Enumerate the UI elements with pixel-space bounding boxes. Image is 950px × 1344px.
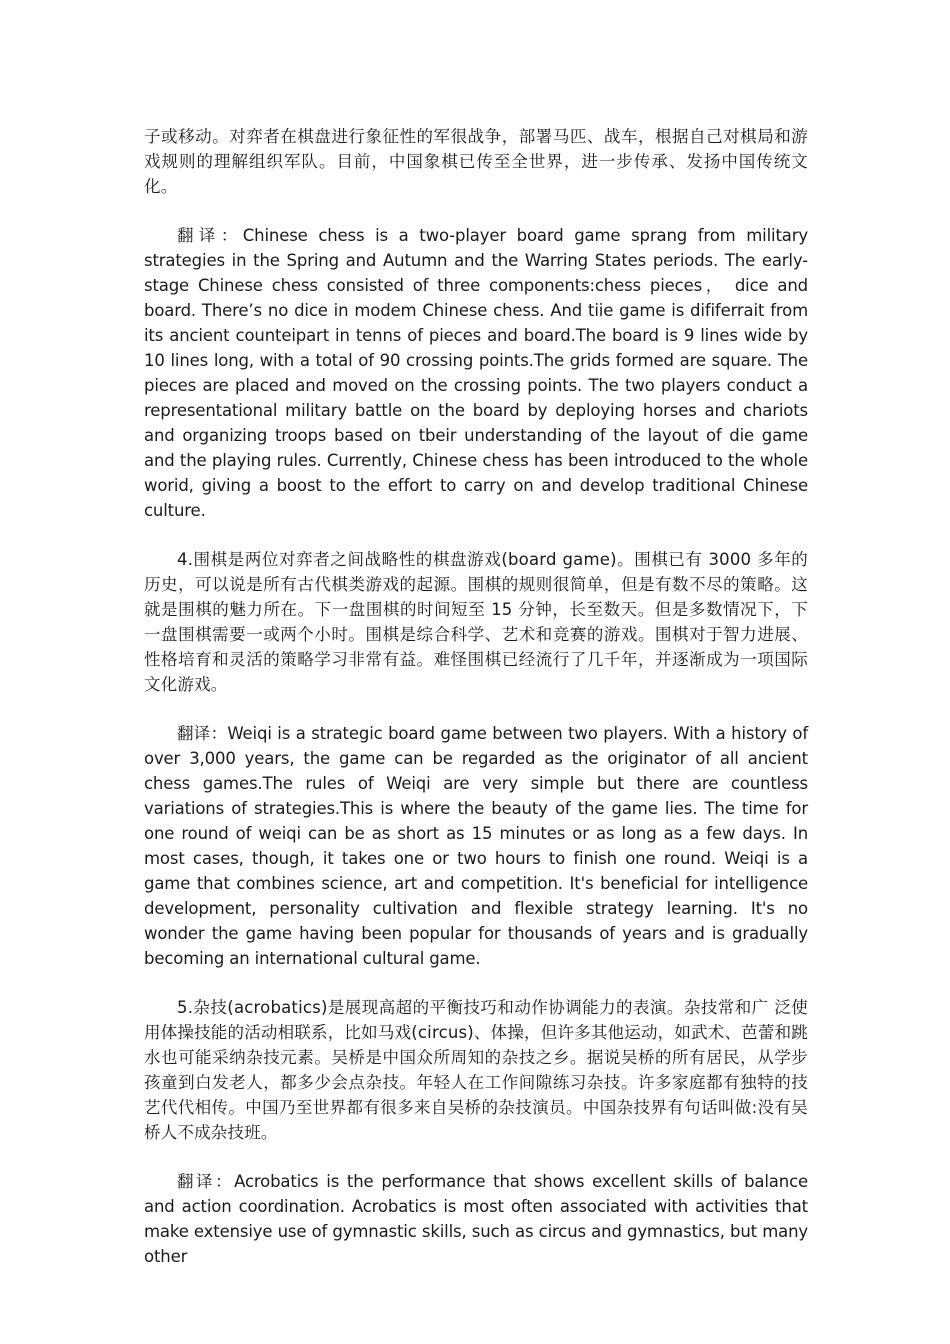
paragraph-chinese-chess-translation: 翻译：Chinese chess is a two-player board game sprang from military strategies in the Spring and Autumn and the Warring States periods. The early-stage Chinese chess consisted of three components:chess pieces， dice and board. There’s no dice in modem Chinese chess. And tiie game is dififerrait from its ancient counteipart in tenns of pieces and board.The board is 9 lines wide by 10 lines long, with a total of 90 crossing points.The grids formed are square. The pieces are placed and moved on the crossing points. The two players conduct a representational military battle on the board by deploying horses and chariots and organizing troops based on tbeir understanding of the layout of die game and the playing rules. Currently, Chinese chess has been introduced to the whole worid, giving a boost to the effort to carry on and develop traditional Chinese culture.	[144, 226, 808, 520]
paragraph-weiqi-translation: 翻译：Weiqi is a strategic board game between two players. With a history of over 3,000 years, the game can be regarded as the originator of all ancient chess games.The rules of Weiqi are very simple but there are countless variations of strategies.This is where the beauty of the game lies. The time for one round of weiqi can be as short as 15 minutes or as long as a few days. In most cases, though, it takes one or two hours to finish one round. Weiqi is a game that combines science, art and competition. It's beneficial for intelligence development, personality cultivation and flexible strategy learning. It's no wonder the game having been popular for thousands of years and is gradually becoming an international cultural game.	[144, 724, 808, 968]
paragraph-acrobatics-translation: 翻译：Acrobatics is the performance that shows excellent skills of balance and action coordination. Acrobatics is most often associated with activities that make extensiye use of gymnastic skills, such as circus and gymnastics, but many other	[144, 1172, 808, 1266]
paragraph-chinese-chess-cn-continued: 子或移动。对弈者在棋盘进行象征性的军很战争，部署马匹、战车，根据自己对棋局和游戏规则的理解组织军队。目前，中国象棋已传至全世界，进一步传承、发扬中国传统文化。	[144, 127, 808, 196]
paragraph-weiqi-cn: 4.围棋是两位对弈者之间战略性的棋盘游戏(board game)。围棋已有 3000 多年的历史，可以说是所有古代棋类游戏的起源。围棋的规则很简单，但是有数不尽的策略。这就是围棋的魅力所在。下一盘围棋的时间短至 15 分钟，长至数天。但是多数情况下，下一盘围棋需要一或两个小时。围棋是综合科学、艺术和竞赛的游戏。围棋对于智力进展、性格培育和灵活的策略学习非常有益。难怪围棋已经流行了几千年，并逐渐成为一项国际文化游戏。	[144, 550, 808, 694]
paragraph-acrobatics-cn: 5.杂技(acrobatics)是展现高超的平衡技巧和动作协调能力的表演。杂技常和广 泛使用体操技能的活动相联系，比如马戏(circus)、体操，但许多其他运动，如武术、芭蕾和跳水也可能采纳杂技元素。吴桥是中国众所周知的杂技之乡。据说吴桥的所有居民，从学步孩童到白发老人，都多少会点杂技。年轻人在工作间隙练习杂技。许多家庭都有独特的技艺代代相传。中国乃至世界都有很多来自吴桥的杂技演员。中国杂技界有句话叫做:没有吴桥人不成杂技班。	[144, 998, 808, 1142]
document-body	[144, 124, 808, 1293]
